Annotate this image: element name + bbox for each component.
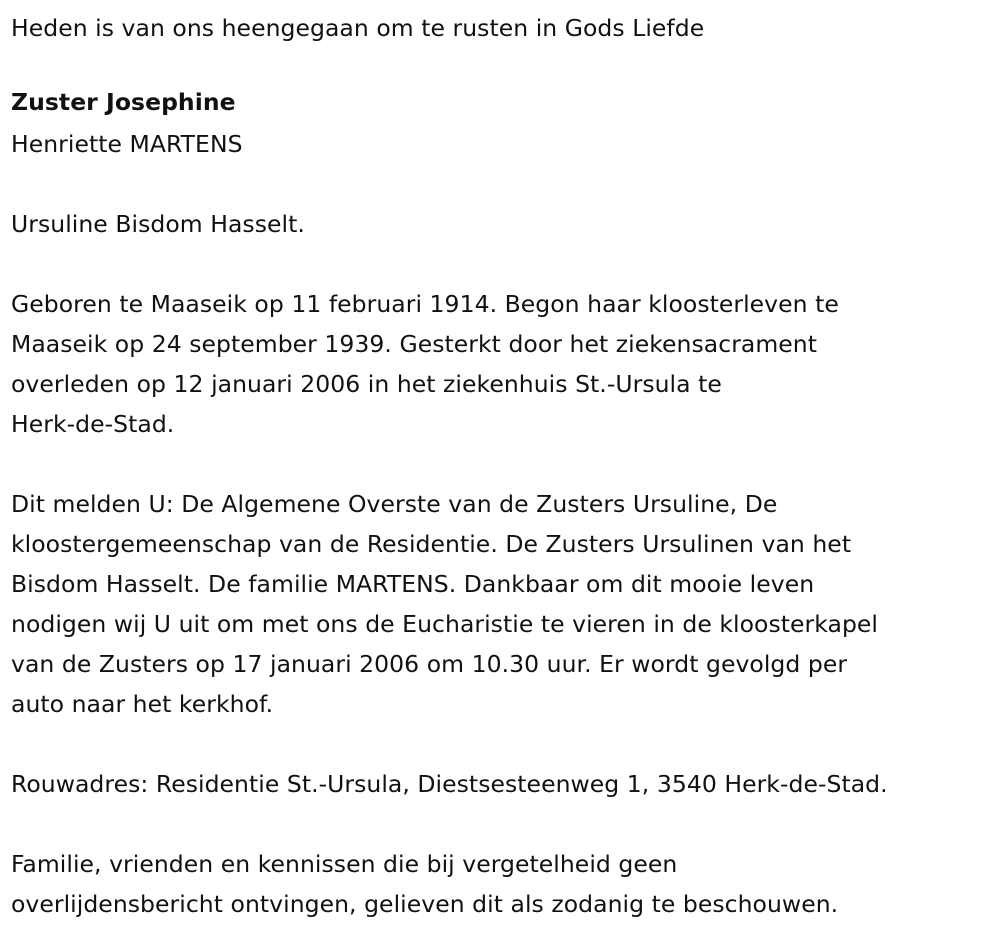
mourning-address: Rouwadres: Residentie St.-Ursula, Diestsesteenweg 1, 3540 Herk-de-Stad. (11, 770, 888, 798)
biography-line: overleden op 12 januari 2006 in het ziekenhuis St.-Ursula te (11, 370, 722, 398)
order-line: Ursuline Bisdom Hasselt. (11, 210, 305, 238)
closing-paragraph (11, 844, 990, 924)
announcement-line: auto naar het kerkhof. (11, 690, 274, 718)
biography-paragraph (11, 284, 990, 444)
biography-line: Maaseik op 24 september 1939. Gesterkt door het ziekensacrament (11, 330, 818, 358)
announcement-line: nodigen wij U uit om met ons de Eucharistie te vieren in de kloosterkapel (11, 610, 879, 638)
religious-name: Zuster Josephine (11, 88, 236, 116)
spacer (11, 164, 990, 204)
spacer (11, 804, 990, 844)
closing-line: overlijdensbericht ontvingen, gelieven dit als zodanig te beschouwen. (11, 890, 839, 918)
intro-line: Heden is van ons heengegaan om te rusten in Gods Liefde (11, 14, 705, 42)
closing-line: Familie, vrienden en kennissen die bij vergetelheid geen (11, 850, 678, 878)
spacer (11, 244, 990, 284)
biography-line: Geboren te Maaseik op 11 februari 1914. Begon haar kloosterleven te (11, 290, 839, 318)
biography-line: Herk-de-Stad. (11, 410, 175, 438)
spacer (11, 444, 990, 484)
announcement-line: kloostergemeenschap van de Residentie. De Zusters Ursulinen van het (11, 530, 852, 558)
spacer (11, 724, 990, 764)
announcement-line: Dit melden U: De Algemene Overste van de Zusters Ursuline, De (11, 490, 778, 518)
civil-name: Henriette MARTENS (11, 130, 243, 158)
announcement-line: van de Zusters op 17 januari 2006 om 10.30 uur. Er wordt gevolgd per (11, 650, 848, 678)
announcement-paragraph (11, 484, 990, 724)
announcement-line: Bisdom Hasselt. De familie MARTENS. Dankbaar om dit mooie leven (11, 570, 815, 598)
